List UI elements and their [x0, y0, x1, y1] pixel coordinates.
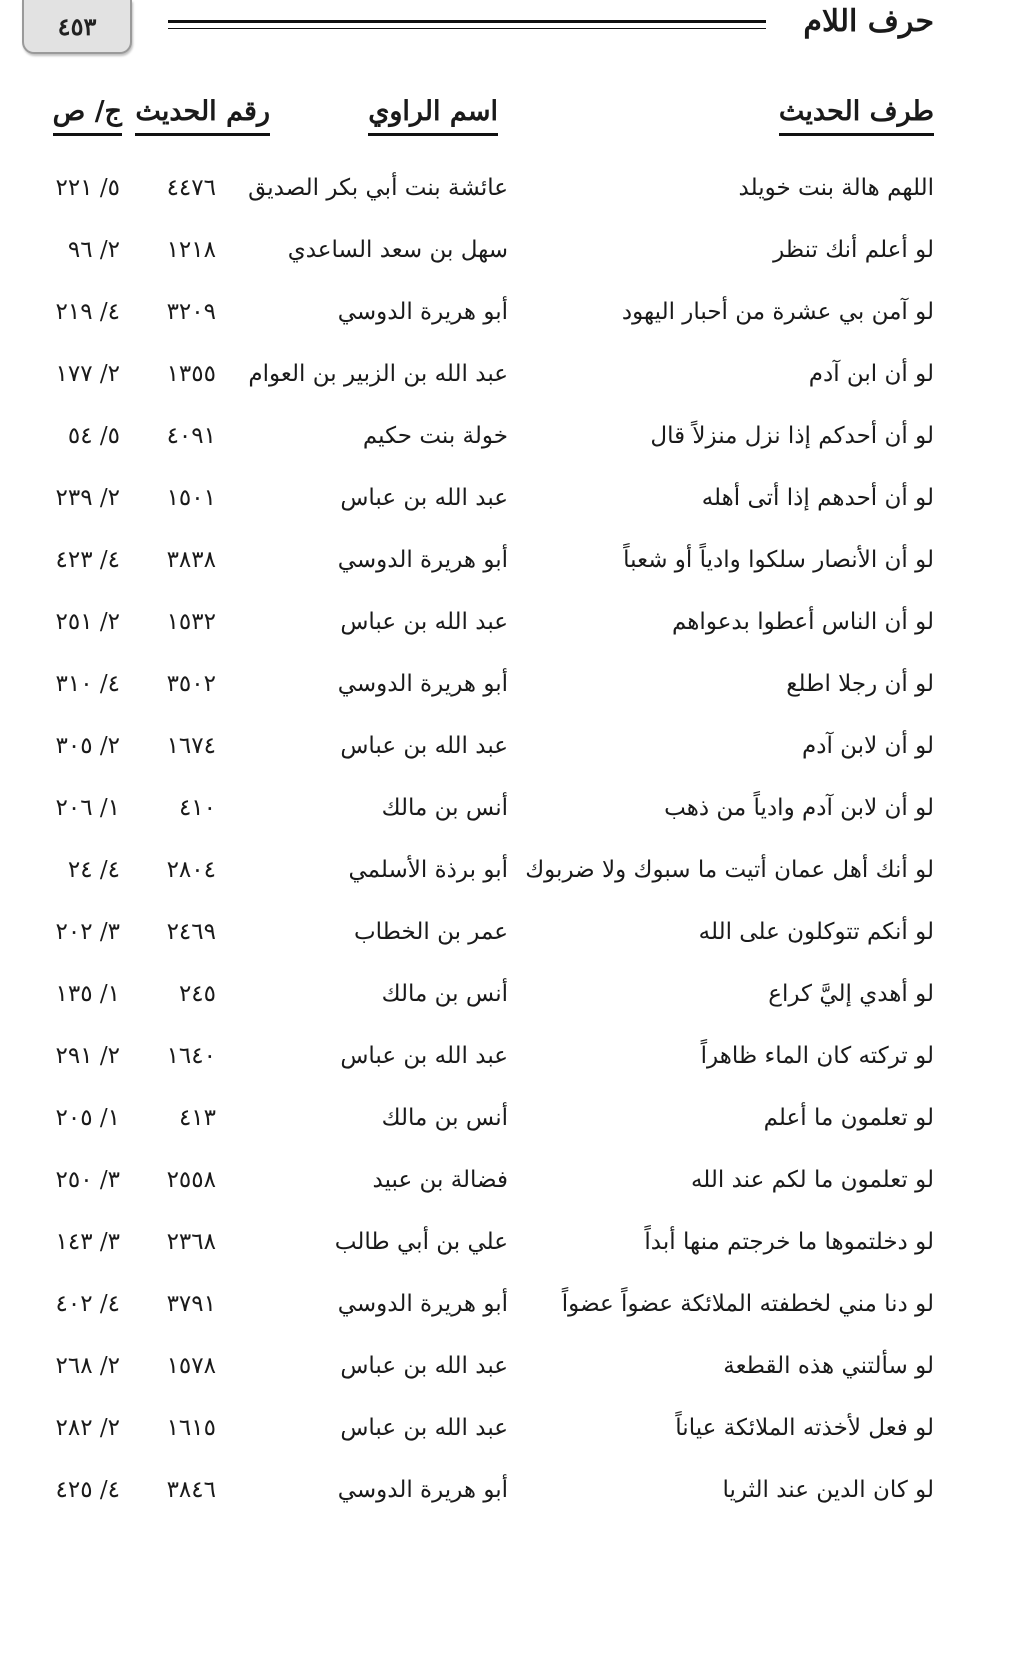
hadith-number: ١٥٣٢ — [166, 609, 216, 635]
hadith-number: ٢٥٥٨ — [166, 1167, 216, 1193]
hadith-text: لو سألتني هذه القطعة — [723, 1353, 934, 1379]
narrator-name: خولة بنت حكيم — [362, 423, 508, 449]
narrator-name: عبد الله بن عباس — [340, 1415, 508, 1441]
page-number: ٤٥٣ — [57, 11, 97, 41]
volume-page-reference: ١/ ٢٠٦ — [55, 795, 120, 821]
hadith-text: اللهم هالة بنت خويلد — [738, 175, 934, 201]
narrator-name: أبو هريرة الدوسي — [337, 1477, 508, 1503]
volume-page-reference: ٢/ ٢٩١ — [55, 1043, 120, 1069]
hadith-number: ١٣٥٥ — [166, 361, 216, 387]
hadith-text: لو أن لابن آدم — [801, 733, 934, 759]
volume-page-reference: ٢/ ٣٠٥ — [55, 733, 120, 759]
narrator-name: أبو هريرة الدوسي — [337, 299, 508, 325]
hadith-number: ١٢١٨ — [166, 237, 216, 263]
hadith-number: ٤٤٧٦ — [166, 175, 216, 201]
hadith-text: لو دخلتموها ما خرجتم منها أبداً — [644, 1229, 934, 1255]
table-row — [0, 540, 1010, 602]
narrator-name: عبد الله بن عباس — [340, 1043, 508, 1069]
narrator-name: أبو هريرة الدوسي — [337, 671, 508, 697]
narrator-name: عبد الله بن عباس — [340, 609, 508, 635]
hadith-number: ٢٣٦٨ — [166, 1229, 216, 1255]
table-row — [0, 416, 1010, 478]
table-row — [0, 292, 1010, 354]
volume-page-reference: ٤/ ٤٢٥ — [55, 1477, 120, 1503]
narrator-name: عبد الله بن الزبير بن العوام — [248, 361, 508, 387]
volume-page-reference: ٢/ ١٧٧ — [55, 361, 120, 387]
hadith-number: ١٦١٥ — [166, 1415, 216, 1441]
table-row — [0, 168, 1010, 230]
table-row — [0, 1284, 1010, 1346]
table-row — [0, 1036, 1010, 1098]
hadith-number: ٤١٣ — [178, 1105, 216, 1131]
table-row — [0, 478, 1010, 540]
hadith-number: ١٦٧٤ — [166, 733, 216, 759]
hadith-text: لو كان الدين عند الثريا — [722, 1477, 934, 1503]
hadith-text: لو تركته كان الماء ظاهراً — [700, 1043, 934, 1069]
volume-page-reference: ٢/ ٢٥١ — [55, 609, 120, 635]
hadith-number: ٢٤٦٩ — [166, 919, 216, 945]
volume-page-reference: ٣/ ٢٠٢ — [55, 919, 120, 945]
hadith-index-table — [0, 168, 1010, 1532]
hadith-text: لو أنك أهل عمان أتيت ما سبوك ولا ضربوك — [525, 857, 934, 883]
header-rule-thick — [168, 20, 766, 23]
table-row — [0, 1098, 1010, 1160]
volume-page-reference: ١/ ٢٠٥ — [55, 1105, 120, 1131]
hadith-text: لو أن أحدهم إذا أتى أهله — [701, 485, 934, 511]
column-header-number: رقم الحديث — [135, 96, 270, 136]
volume-page-reference: ٤/ ٤٢٣ — [55, 547, 120, 573]
hadith-text: لو أن الناس أعطوا بدعواهم — [672, 609, 934, 635]
table-row — [0, 664, 1010, 726]
hadith-text: لو تعلمون ما لكم عند الله — [690, 1167, 934, 1193]
table-row — [0, 602, 1010, 664]
hadith-text: لو أن ابن آدم — [808, 361, 934, 387]
narrator-name: أنس بن مالك — [381, 795, 508, 821]
volume-page-reference: ١/ ١٣٥ — [55, 981, 120, 1007]
table-row — [0, 850, 1010, 912]
chapter-title: حرف اللام — [803, 4, 934, 39]
narrator-name: سهل بن سعد الساعدي — [287, 237, 508, 263]
hadith-text: لو أعلم أنك تنظر — [773, 237, 934, 263]
hadith-number: ١٥٧٨ — [166, 1353, 216, 1379]
volume-page-reference: ٣/ ١٤٣ — [55, 1229, 120, 1255]
narrator-name: عبد الله بن عباس — [340, 485, 508, 511]
volume-page-reference: ٢/ ٢٦٨ — [55, 1353, 120, 1379]
table-row — [0, 974, 1010, 1036]
hadith-number: ٣٥٠٢ — [166, 671, 216, 697]
narrator-name: علي بن أبي طالب — [334, 1229, 508, 1255]
table-row — [0, 1470, 1010, 1532]
hadith-text: لو دنا مني لخطفته الملائكة عضواً عضواً — [561, 1291, 934, 1317]
narrator-name: عبد الله بن عباس — [340, 1353, 508, 1379]
hadith-text: لو أن أحدكم إذا نزل منزلاً قال — [650, 423, 934, 449]
hadith-number: ٣٨٣٨ — [166, 547, 216, 573]
volume-page-reference: ٣/ ٢٥٠ — [55, 1167, 120, 1193]
hadith-text: لو فعل لأخذته الملائكة عياناً — [675, 1415, 934, 1441]
hadith-number: ٣٢٠٩ — [166, 299, 216, 325]
hadith-number: ١٦٤٠ — [166, 1043, 216, 1069]
hadith-number: ٢٨٠٤ — [166, 857, 216, 883]
narrator-name: أبو هريرة الدوسي — [337, 547, 508, 573]
volume-page-reference: ٤/ ٤٠٢ — [55, 1291, 120, 1317]
hadith-text: لو آمن بي عشرة من أحبار اليهود — [621, 299, 934, 325]
volume-page-reference: ٤/ ٢٤ — [67, 857, 120, 883]
volume-page-reference: ٤/ ٢١٩ — [55, 299, 120, 325]
table-row — [0, 912, 1010, 974]
narrator-name: عبد الله بن عباس — [340, 733, 508, 759]
table-row — [0, 1408, 1010, 1470]
table-row — [0, 354, 1010, 416]
volume-page-reference: ٤/ ٣١٠ — [55, 671, 120, 697]
narrator-name: عائشة بنت أبي بكر الصديق — [248, 175, 508, 201]
narrator-name: عمر بن الخطاب — [353, 919, 508, 945]
volume-page-reference: ٢/ ٢٣٩ — [55, 485, 120, 511]
table-row — [0, 1222, 1010, 1284]
table-row — [0, 1346, 1010, 1408]
table-row — [0, 1160, 1010, 1222]
hadith-number: ٢٤٥ — [178, 981, 216, 1007]
narrator-name: أبو هريرة الدوسي — [337, 1291, 508, 1317]
hadith-number: ٤٠٩١ — [166, 423, 216, 449]
hadith-text: لو أنكم تتوكلون على الله — [698, 919, 934, 945]
narrator-name: أنس بن مالك — [381, 981, 508, 1007]
hadith-text: لو أن الأنصار سلكوا وادياً أو شعباً — [623, 547, 934, 573]
narrator-name: أنس بن مالك — [381, 1105, 508, 1131]
table-row — [0, 230, 1010, 292]
column-header-reference: ج/ ص — [53, 96, 122, 136]
volume-page-reference: ٥/ ٥٤ — [67, 423, 120, 449]
hadith-text: لو أهدي إليَّ كراع — [768, 981, 934, 1007]
hadith-number: ٤١٠ — [178, 795, 216, 821]
table-row — [0, 788, 1010, 850]
hadith-number: ١٥٠١ — [166, 485, 216, 511]
volume-page-reference: ٢/ ٢٨٢ — [55, 1415, 120, 1441]
hadith-text: لو تعلمون ما أعلم — [763, 1105, 934, 1131]
hadith-number: ٣٨٤٦ — [166, 1477, 216, 1503]
header-rule-thin — [168, 28, 766, 29]
hadith-text: لو أن لابن آدم وادياً من ذهب — [664, 795, 934, 821]
table-row — [0, 726, 1010, 788]
hadith-number: ٣٧٩١ — [166, 1291, 216, 1317]
page-number-badge — [22, 0, 132, 54]
hadith-text: لو أن رجلا اطلع — [786, 671, 934, 697]
narrator-name: فضالة بن عبيد — [372, 1167, 508, 1193]
narrator-name: أبو برذة الأسلمي — [348, 857, 508, 883]
column-header-hadith: طرف الحديث — [779, 96, 934, 136]
volume-page-reference: ٢/ ٩٦ — [67, 237, 120, 263]
column-header-narrator: اسم الراوي — [368, 96, 498, 136]
volume-page-reference: ٥/ ٢٢١ — [55, 175, 120, 201]
